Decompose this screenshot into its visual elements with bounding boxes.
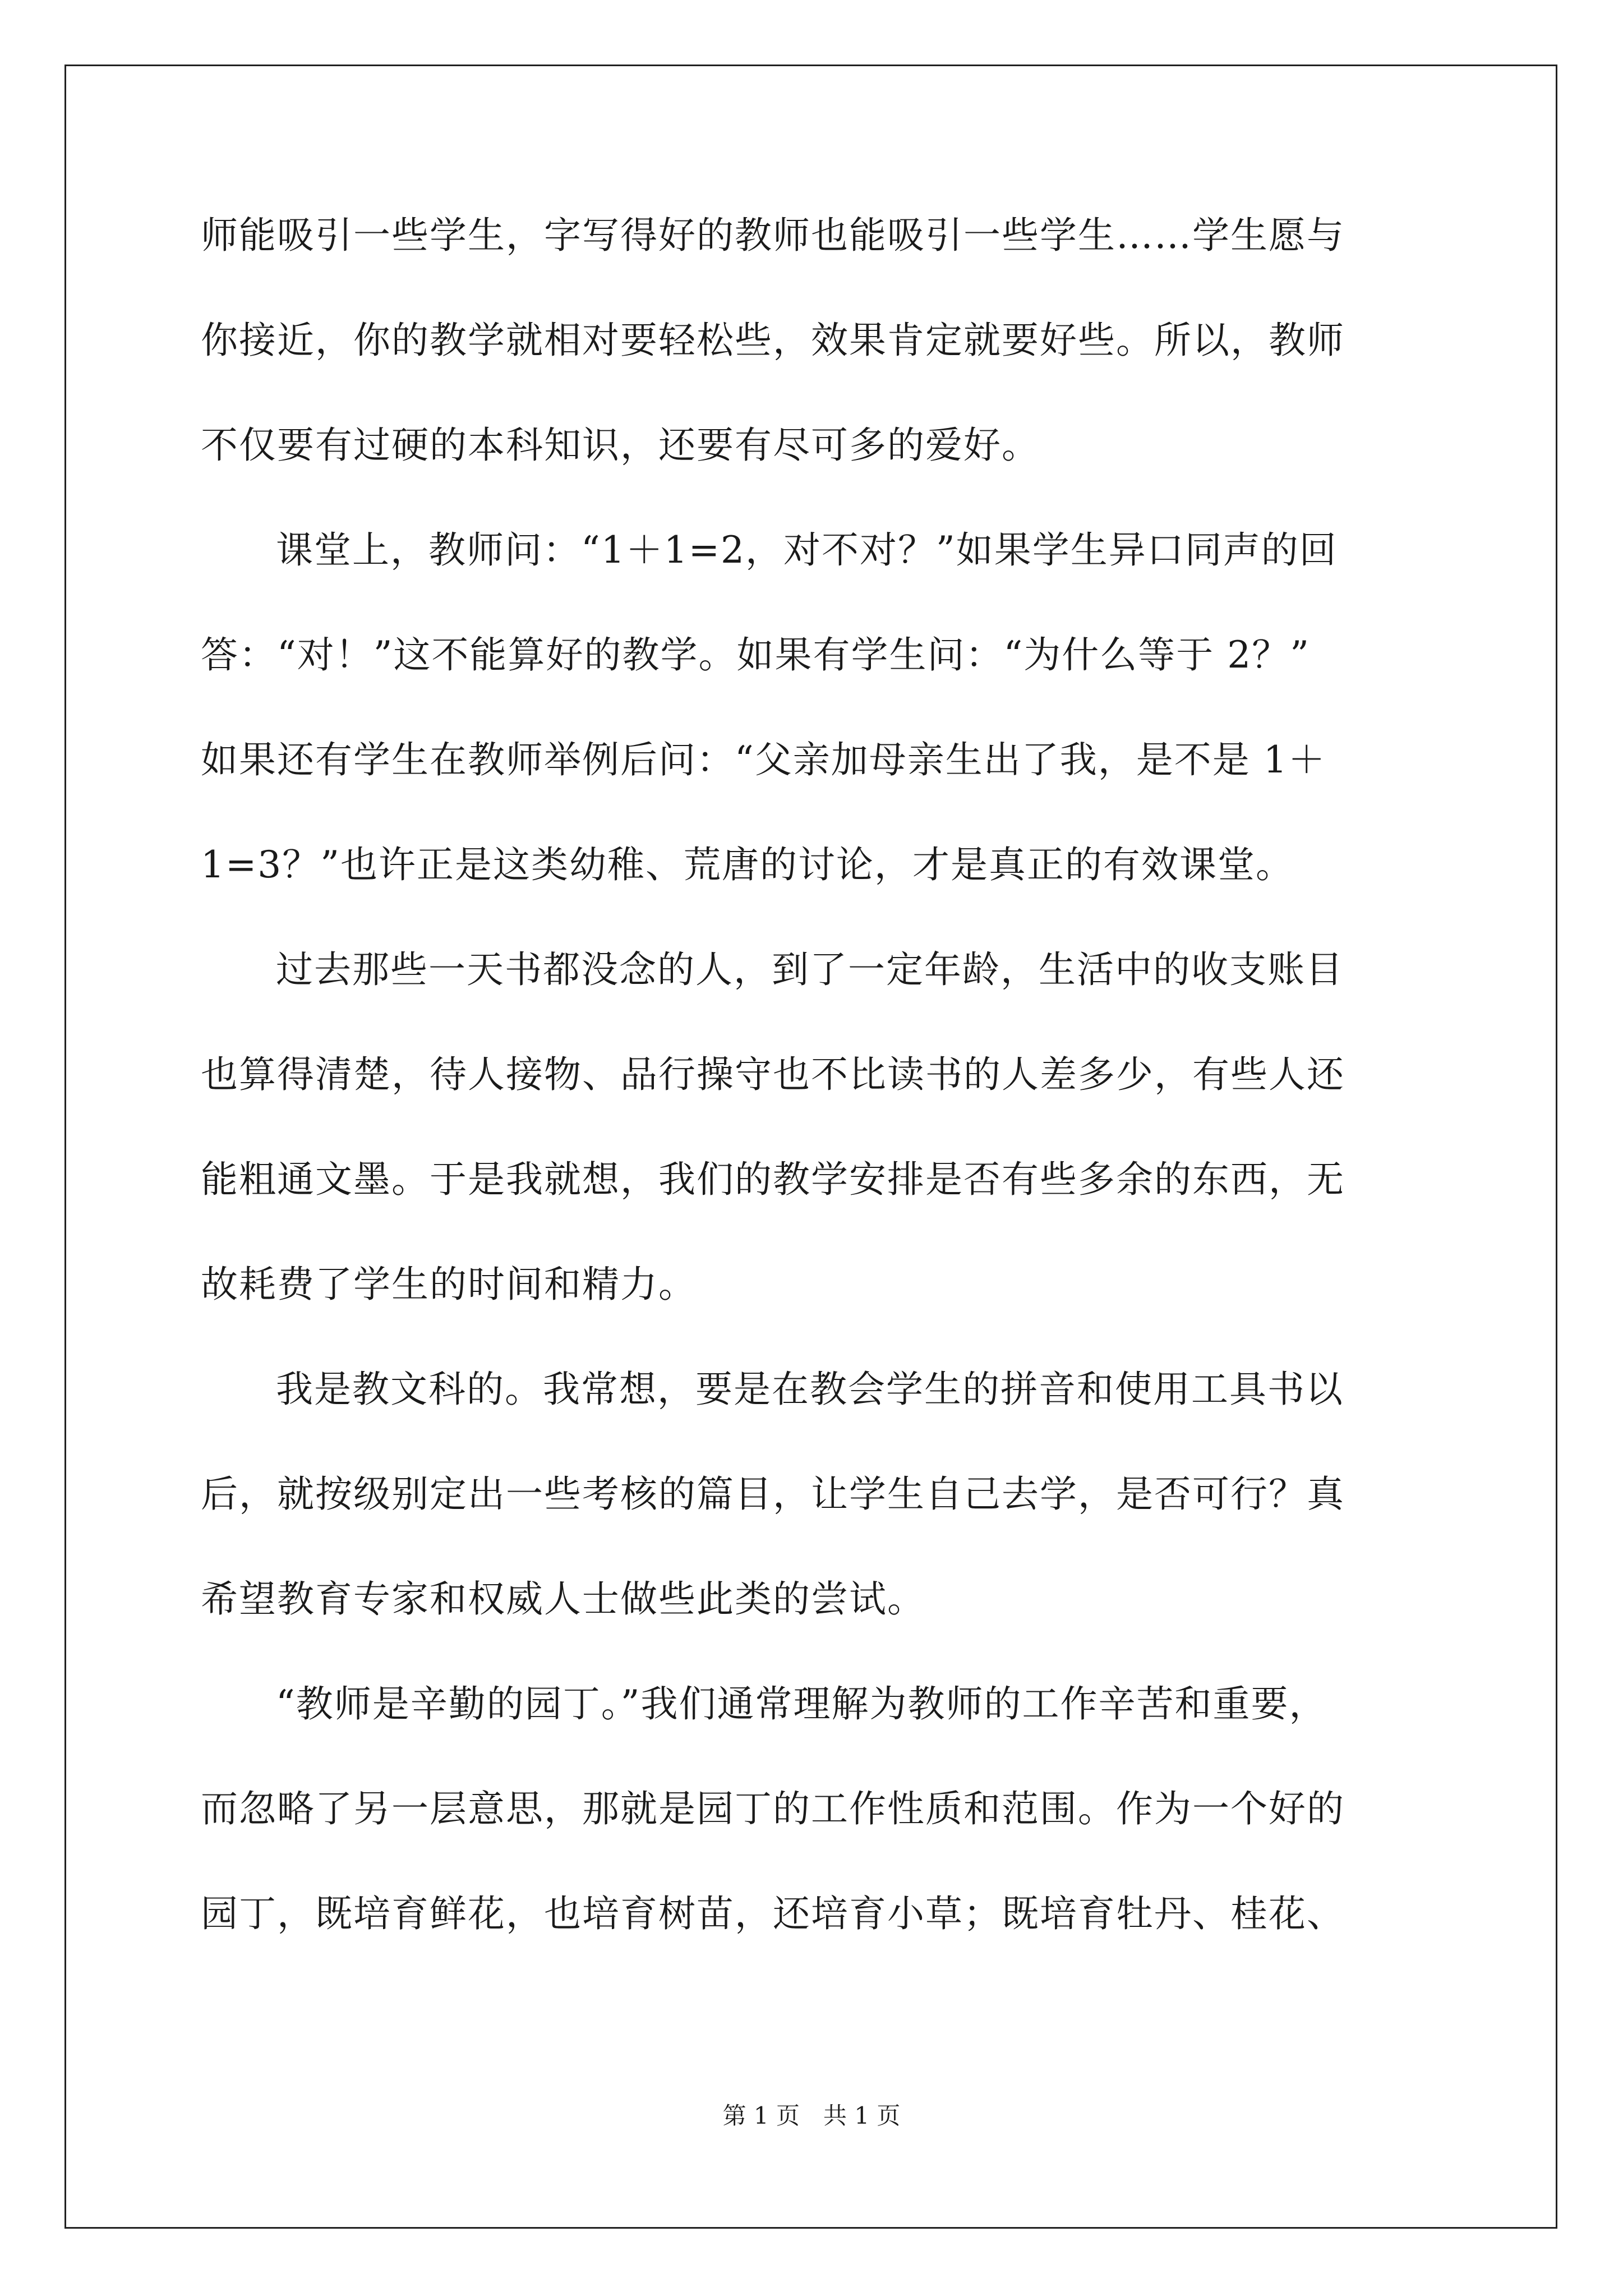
text-line: 如果还有学生在教师举例后问：“父亲加母亲生出了我，是不是 1＋ [201, 738, 1326, 781]
document-body [201, 208, 1429, 1991]
text-line: 1=3？”也许正是这类幼稚、荒唐的讨论，才是真正的有效课堂。 [201, 843, 1294, 886]
text-line: 而忽略了另一层意思，那就是园丁的工作性质和范围。作为一个好的 [201, 1787, 1345, 1830]
text-line: 师能吸引一些学生，字写得好的教师也能吸引一些学生……学生愿与 [201, 214, 1345, 257]
text-line: 后，就按级别定出一些考核的篇目，让学生自己去学，是否可行？真 [201, 1473, 1345, 1516]
text-line: 我是教文科的。我常想，要是在教会学生的拼音和使用工具书以 [276, 1368, 1344, 1411]
text-line: 不仅要有过硬的本科知识，还要有尽可多的爱好。 [201, 424, 1040, 467]
text-line: 你接近，你的教学就相对要轻松些，效果肯定就要好些。所以，教师 [201, 319, 1345, 362]
text-line: 能粗通文墨。于是我就想，我们的教学安排是否有些多余的东西，无 [201, 1158, 1345, 1201]
text-line: “教师是辛勤的园丁。”我们通常理解为教师的工作辛苦和重要， [276, 1682, 1327, 1726]
text-line: 过去那些一天书都没念的人，到了一定年龄，生活中的收支账目 [276, 948, 1344, 991]
text-line: 课堂上，教师问：“1＋1=2，对不对？”如果学生异口同声的回 [276, 528, 1338, 572]
text-line: 希望教育专家和权威人士做些此类的尝试。 [201, 1577, 925, 1621]
page-number-footer: 第 1 页 共 1 页 [722, 2102, 901, 2129]
text-line: 园丁，既培育鲜花，也培育树苗，还培育小草；既培育牡丹、桂花、 [201, 1892, 1345, 1935]
text-line: 故耗费了学生的时间和精力。 [201, 1263, 697, 1306]
text-line: 也算得清楚，待人接物、品行操守也不比读书的人差多少，有些人还 [201, 1053, 1345, 1096]
text-line: 答：“对！”这不能算好的教学。如果有学生问：“为什么等于 2？” [201, 633, 1310, 677]
